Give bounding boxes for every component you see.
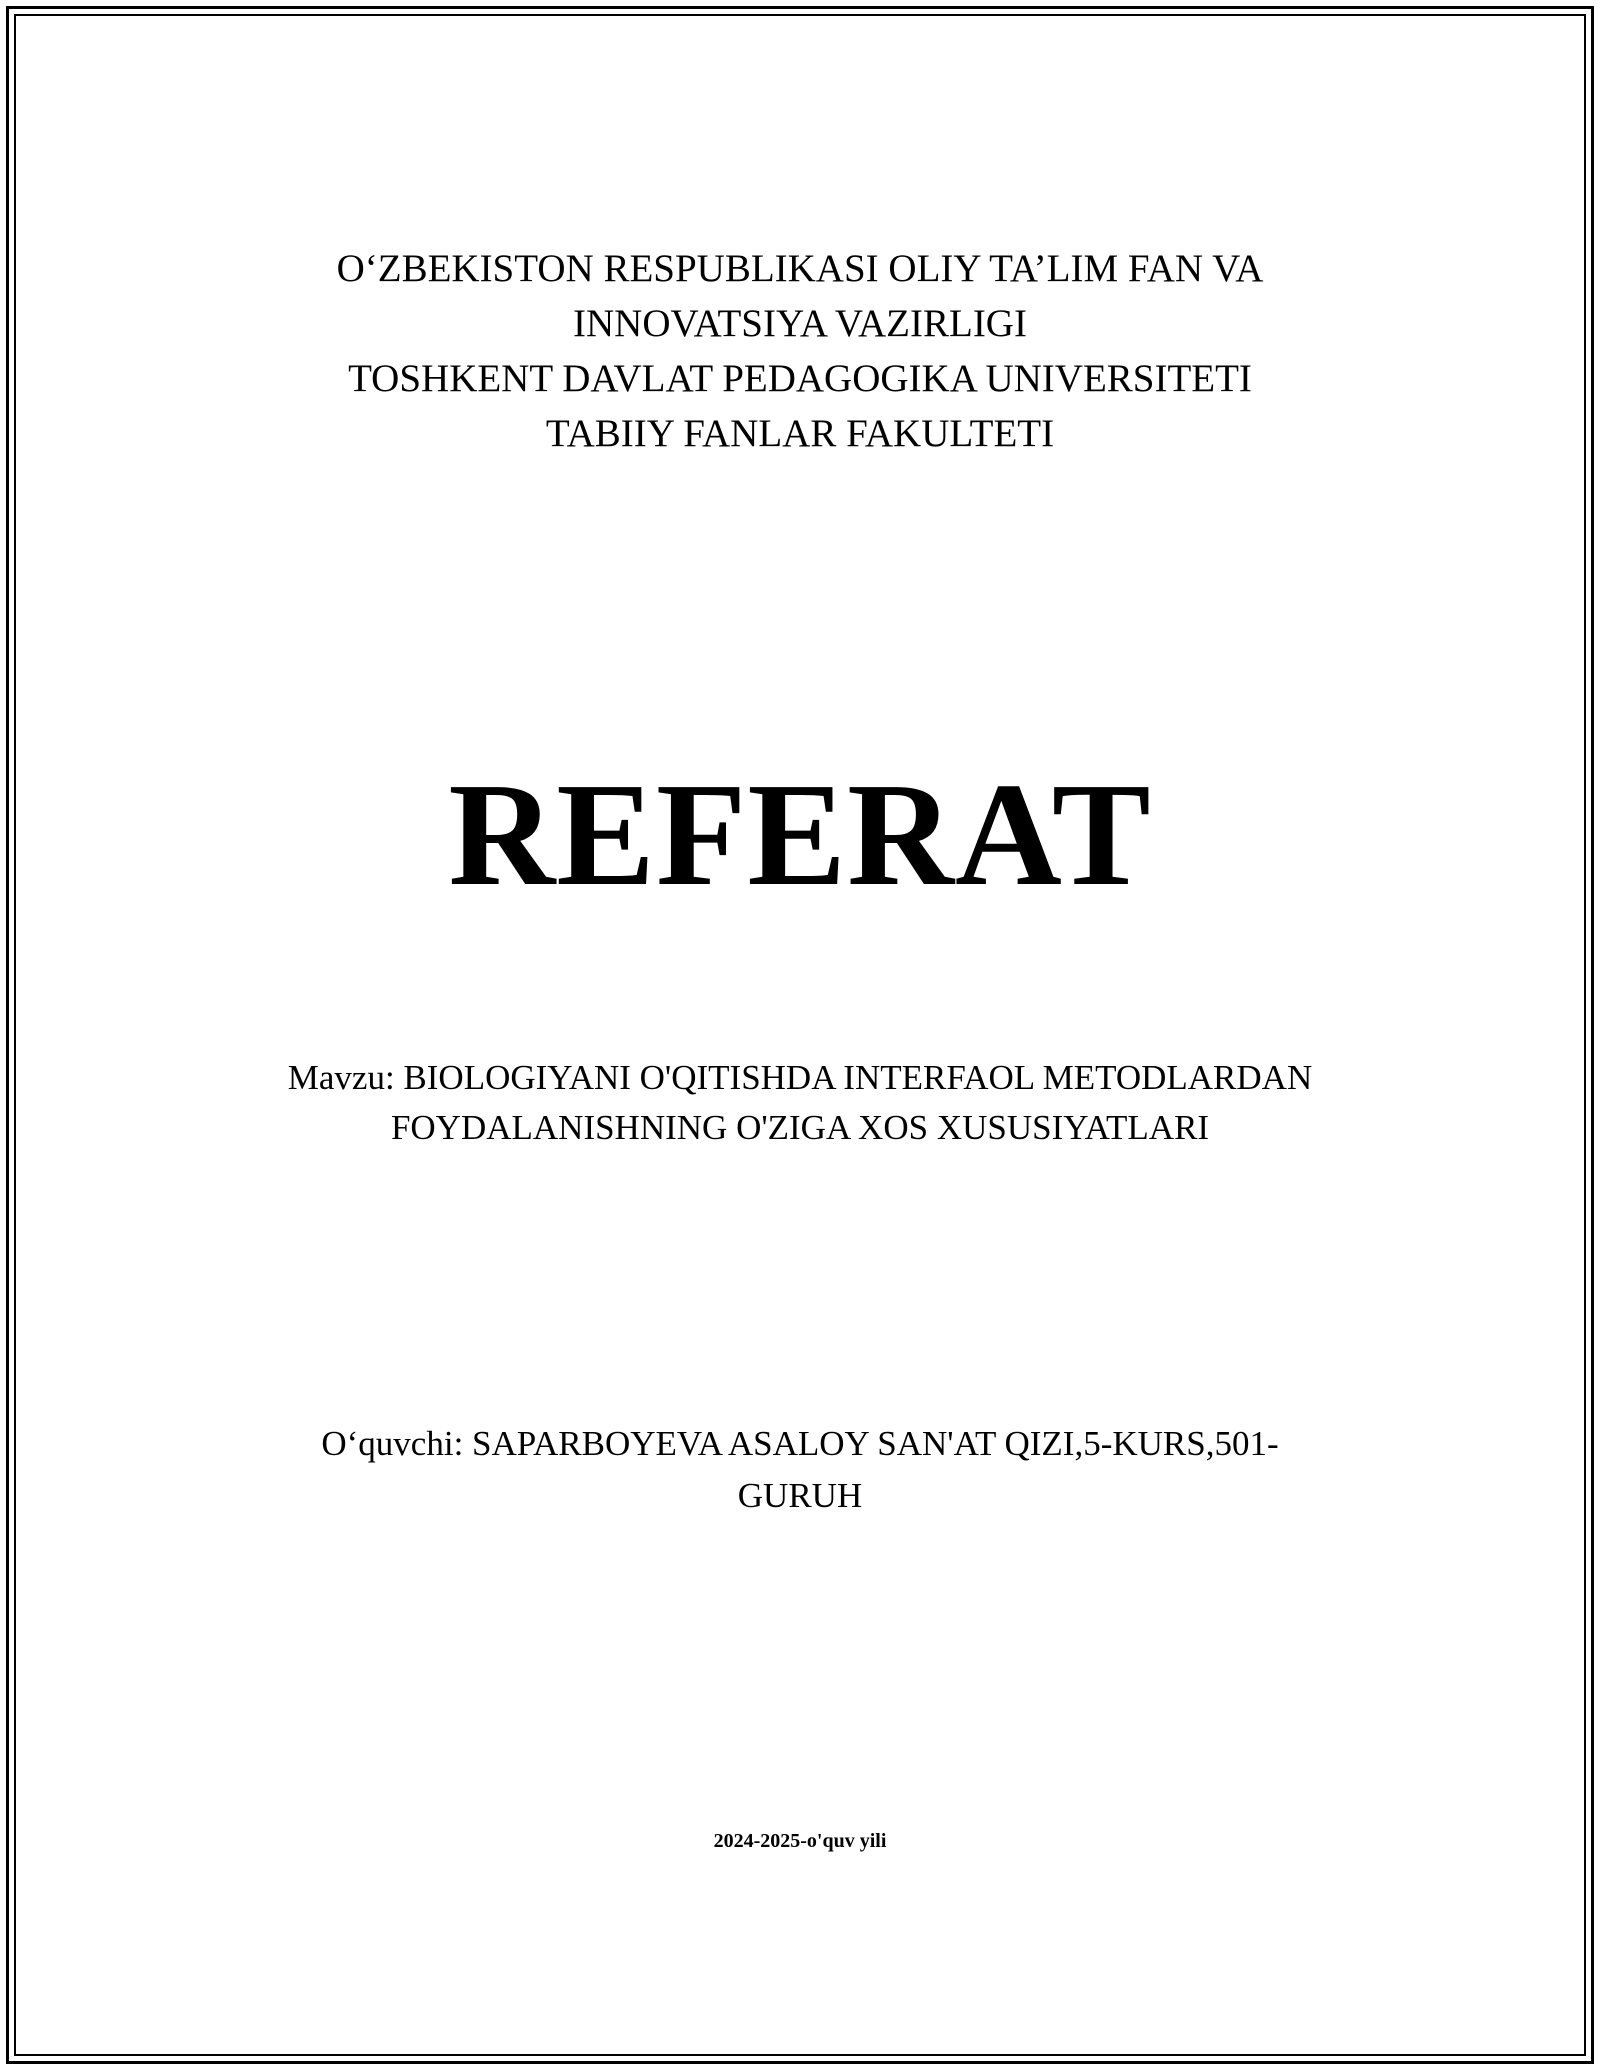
header-line: TABIIY FANLAR FAKULTETI [545,412,1055,455]
header-line: O‘ZBEKISTON RESPUBLIKASI OLIY TA’LIM FAN VA [336,247,1264,290]
header-line: INNOVATSIYA VAZIRLIGI [573,302,1027,345]
document-title: REFERAT [448,753,1152,917]
topic-line: FOYDALANISHNING O'ZIGA XOS XUSUSIYATLARI [390,1108,1210,1147]
institution-header [0,241,1600,461]
topic-block [0,1053,1600,1153]
header-line: TOSHKENT DAVLAT PEDAGOGIKA UNIVERSITETI [348,357,1252,400]
academic-year: 2024-2025-o'quv yili [713,1830,887,1852]
student-line: GURUH [737,1476,863,1515]
student-line: O‘quvchi: SAPARBOYEVA ASALOY SAN'AT QIZI,5-KURS,501- [321,1424,1279,1463]
topic-line: Mavzu: BIOLOGIYANI O'QITISHDA INTERFAOL METODLARDAN [287,1058,1313,1097]
student-block [0,1418,1600,1522]
